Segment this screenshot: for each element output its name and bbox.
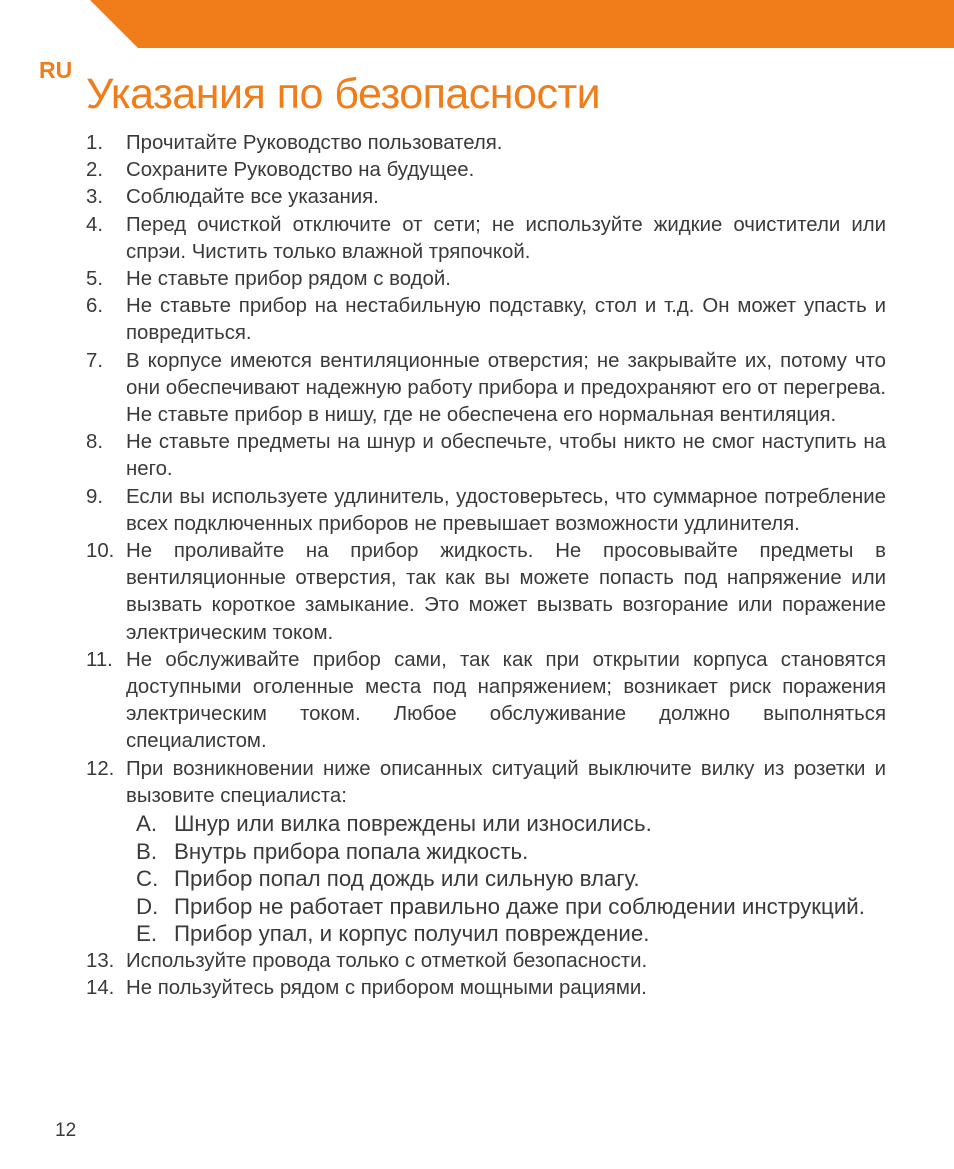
list-item (86, 130, 886, 157)
sub-list-item (126, 838, 886, 866)
sub-item-text: Прибор упал, и корпус получил повреждение. (174, 921, 650, 947)
list-item (86, 756, 886, 810)
sub-item-letter: B. (136, 838, 158, 864)
item-number: 3. (86, 186, 104, 209)
sub-item-text: Прибор попал под дождь или сильную влагу. (174, 866, 640, 892)
sub-item-text: Шнур или вилка повреждены или износились. (174, 811, 652, 837)
sub-item-letter: A. (136, 811, 158, 837)
item-number: 10. (86, 540, 115, 563)
sub-list-container (86, 810, 886, 948)
item-number: 9. (86, 485, 104, 508)
list-item (86, 484, 886, 538)
item-text: Не проливайте на прибор жидкость. Не просовывайте предметы в вентиляционные отверстия, так как вы можете попасть под напряжение или вызвать короткое замыкание. Это может вызвать возгорание или поражение электрическим током. (126, 540, 886, 644)
list-item (86, 348, 886, 430)
item-text: Используйте провода только с отметкой безопасности. (126, 949, 648, 972)
sub-list-item (126, 920, 886, 948)
sub-list-item (126, 810, 886, 838)
item-text: Прочитайте Руководство пользователя. (126, 132, 503, 154)
item-number: 11. (86, 648, 113, 671)
header-accent-band (0, 0, 954, 48)
item-number: 2. (86, 159, 104, 182)
item-number: 7. (86, 349, 104, 372)
safety-instructions-list (86, 130, 886, 1002)
list-item (86, 429, 886, 483)
item-text: Не ставьте предметы на шнур и обеспечьте, чтобы никто не смог наступить на него. (126, 431, 886, 481)
page-number: 12 (55, 1120, 77, 1141)
item-number: 4. (86, 213, 104, 236)
language-code: RU (39, 57, 73, 83)
list-item (86, 538, 886, 647)
item-number: 14. (86, 976, 115, 999)
item-number: 1. (86, 132, 104, 154)
sub-item-text: Прибор не работает правильно даже при соблюдении инструкций. (174, 893, 865, 919)
list-item (86, 266, 886, 293)
item-text: Соблюдайте все указания. (126, 186, 379, 209)
list-item (86, 975, 886, 1002)
list-item (86, 948, 886, 975)
item-number: 5. (86, 268, 104, 291)
list-item (86, 647, 886, 756)
item-text: В корпусе имеются вентиляционные отверстия; не закрывайте их, потому что они обеспечивают надежную работу прибора и предохраняют его от перегрева. Не ставьте прибор в нишу, где не обеспечена его нормальная вентиляция. (126, 349, 886, 427)
list-item (86, 184, 886, 211)
item-text: При возникновении ниже описанных ситуаций выключите вилку из розетки и вызовите специалиста: (126, 757, 886, 807)
item-number: 6. (86, 295, 104, 318)
sub-item-letter: C. (136, 866, 159, 892)
item-text: Не ставьте прибор рядом с водой. (126, 268, 451, 291)
item-text: Не пользуйтесь рядом с прибором мощными рациями. (126, 976, 647, 999)
list-item (86, 212, 886, 266)
sub-item-letter: D. (136, 893, 159, 919)
item-text: Не ставьте прибор на нестабильную подставку, стол и т.д. Он может упасть и повредиться. (126, 295, 886, 345)
item-text: Сохраните Руководство на будущее. (126, 159, 475, 182)
sub-item-letter: E. (136, 921, 158, 947)
sub-item-text: Внутрь прибора попала жидкость. (174, 838, 529, 864)
list-item (86, 157, 886, 184)
sub-list (126, 810, 886, 948)
item-text: Если вы используете удлинитель, удостоверьтесь, что суммарное потребление всех подключенных приборов не превышает возможности удлинителя. (126, 485, 886, 535)
sub-list-item (126, 893, 886, 921)
page-title: Указания по безопасности (86, 70, 601, 118)
item-text: Перед очисткой отключите от сети; не используйте жидкие очистители или спрэи. Чистить только влажной тряпочкой. (126, 213, 886, 263)
item-number: 12. (86, 757, 115, 780)
item-text: Не обслуживайте прибор сами, так как при открытии корпуса становятся доступными оголенные места под напряжением; возникает риск поражения электрическим током. Любое обслуживание должно выполняться специалистом. (126, 648, 886, 753)
list-item (86, 293, 886, 347)
item-number: 8. (86, 431, 104, 454)
sub-list-item (126, 865, 886, 893)
item-number: 13. (86, 949, 115, 972)
